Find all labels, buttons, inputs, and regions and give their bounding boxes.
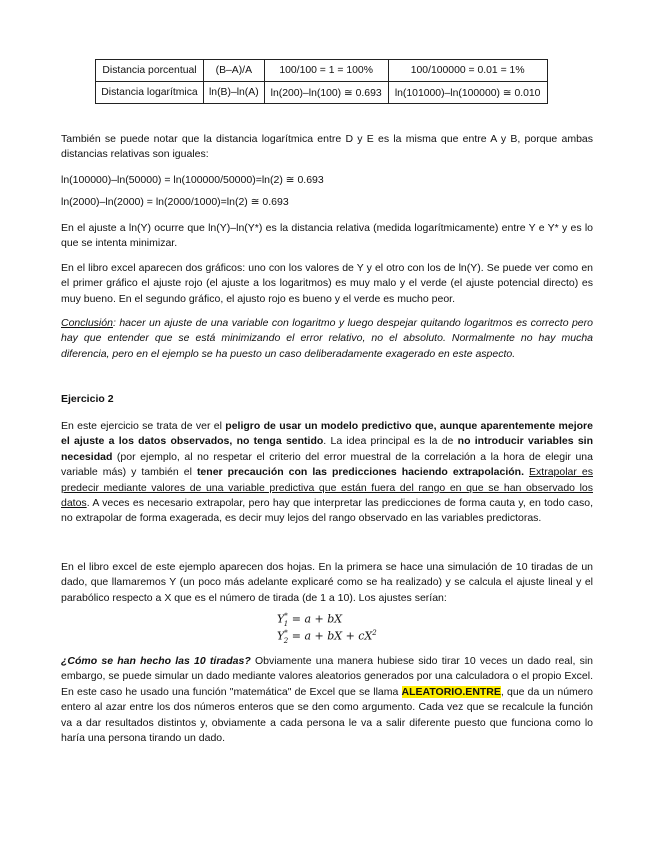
table-cell: 100/100 = 1 = 100%: [264, 60, 388, 82]
text-run: , que da un número entero al azar entre los dos números enteros que se den como argumento. Cada vez que se recalcule la función va a dar resultados distintos y, obviamente a cada persona le va a salir diferente puesto que funciona como lo haría una persona tirando un dado.: [61, 685, 593, 745]
formula-sup: *: [284, 629, 288, 637]
paragraph-log-fit: En el ajuste a ln(Y) ocurre que ln(Y)–ln(Y*) es la distancia relativa (medida logarítmicamente) entre Y e Y* y es lo que se intenta minimizar.: [61, 222, 593, 250]
formula-rhs: = a + bX: [288, 612, 343, 626]
equation-line-1: ln(100000)–ln(50000) = ln(100000/50000)=ln(2) ≅ 0.693: [61, 174, 324, 186]
table-row: [96, 60, 548, 82]
conclusion-label: Conclusión: [61, 317, 113, 329]
bold-text: tener precaución con las predicciones haciendo extrapolación.: [196, 466, 525, 479]
text-run: . A veces es necesario extrapolar, pero hay que interpretar las predicciones de forma cauta y, en todo caso, no extrapolar de forma exagerada, es decir muy lejos del rango observado en las variables predictoras.: [61, 497, 593, 525]
table-cell: ln(101000)–ln(100000) ≅ 0.010: [388, 82, 547, 104]
table-cell: ln(200)–ln(100) ≅ 0.693: [264, 82, 388, 104]
equation-line-2: ln(2000)–ln(2000) = ln(2000/1000)=ln(2) ≅ 0.693: [61, 196, 289, 208]
table-cell: Distancia porcentual: [96, 60, 204, 82]
formula-sub: 2: [283, 636, 289, 645]
formula-rhs: = a + bX + cX: [288, 629, 373, 643]
bold-text: no introducir variables sin necesidad: [61, 435, 594, 463]
paragraph-exercise-2: [61, 419, 593, 527]
table-cell: 100/100000 = 0.01 = 1%: [388, 60, 547, 82]
table-cell: ln(B)–ln(A): [204, 82, 265, 104]
table-cell: Distancia logarítmica: [96, 82, 204, 104]
paragraph-excel-charts: En el libro excel aparecen dos gráficos: uno con los valores de Y y el otro con los de ln(Y). Se puede ver como en el primer gráfico el ajuste rojo (el ajuste a los logaritmos) es muy malo y el verde (el ajuste potencial directo) es muy bueno. En el segundo gráfico, el ajusto rojo es bueno y el verde es mucho peor.: [61, 262, 593, 305]
formula-linear: [277, 612, 342, 628]
formula-sup: *: [284, 612, 288, 620]
text-run: Obviamente una manera hubiese sido tirar 10 veces un dado real, sin embargo, se puede simular un dado mediante valores aleatorios generados por una calculadora o el propio Excel. En este caso he usado una función "matemática" de Excel que se llama: [61, 655, 593, 698]
formula-power: 2: [372, 629, 377, 637]
table-cell: (B–A)/A: [204, 60, 265, 82]
underlined-text: Extrapolar es predecir mediante valores de una variable predictiva que están fuera del rango en que se han observado los datos: [61, 466, 593, 510]
text-run: . La idea principal es la de: [323, 435, 458, 448]
section-heading: Ejercicio 2: [61, 393, 114, 405]
conclusion-paragraph: [61, 316, 593, 362]
question-text: ¿Cómo se han hecho las 10 tiradas?: [61, 655, 251, 667]
paragraph-dice: [61, 654, 593, 746]
distance-table: [95, 59, 548, 104]
conclusion-text: : hacer un ajuste de una variable con logaritmo y luego despejar quitando logaritmos es correcto pero hay que entender que se está minimizando el error relativo, no el absoluto. Normalmente no hay mucha diferencia, pero en el ejemplo se ha puesto un caso deliberadamente exagerado en este aspecto.: [61, 317, 593, 360]
formula-symbol: Y: [277, 612, 285, 626]
formula-symbol: Y: [277, 629, 285, 643]
bold-text: peligro de usar un modelo predictivo que, aunque aparentemente mejore el ajuste a los datos observados, no tenga sentido: [61, 420, 593, 448]
paragraph-log-distance: También se puede notar que la distancia logarítmica entre D y E es la misma que entre A y B, porque ambas distancias relativas son iguales:: [61, 133, 593, 161]
highlighted-function: ALEATORIO.ENTRE: [401, 685, 501, 698]
text-run: (por ejemplo, al no respetar el criterio del error muestral de la correlación a la hora de elegir una variable más) y también el: [61, 450, 593, 479]
formula-parabolic: [277, 629, 377, 645]
text-run: En este ejercicio se trata de ver el: [61, 420, 226, 432]
paragraph-excel-sheets: En el libro excel de este ejemplo aparecen dos hojas. En la primera se hace una simulación de 10 tiradas de un dado, que llamaremos Y (un poco más adelante explicaré como se ha realizado) y se calcula el ajuste lineal y el parabólico respecto a X que es el número de tirada (de 1 a 10). Los ajustes serían:: [61, 561, 593, 604]
formula-sub: 1: [283, 619, 289, 628]
table-row: [96, 82, 548, 104]
